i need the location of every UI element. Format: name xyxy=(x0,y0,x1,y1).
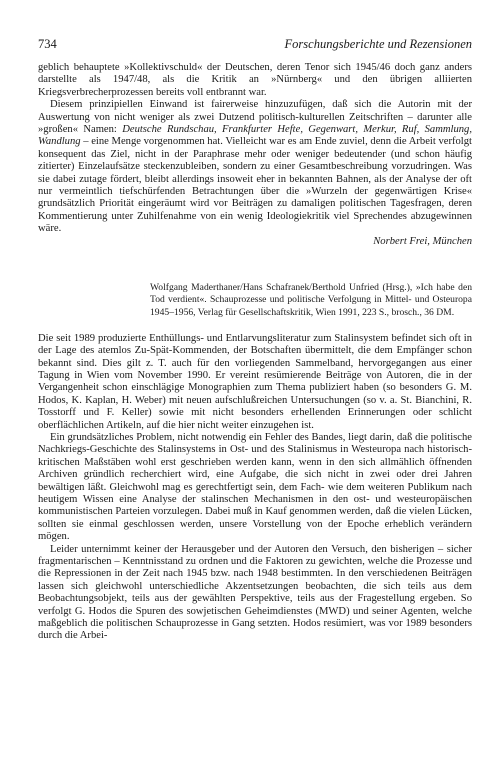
running-head xyxy=(38,36,472,52)
review-1-paragraph-2-part-b: – eine Menge vorgenommen hat. Vielleicht war es am Ende zuviel, denn die Arbeit verfolgt konsequent das Ziel, nicht in der Paraphrase mehr oder weniger bedeutender (und schon häufig zitierter) Einzelaufsätze steckenzubleiben, sondern zu einer Gesamtbeschreibung vorzudringen. Was sie dabei zutage fördert, bleibt allerdings insoweit eher in bekannten Bahnen, als der Analyse der oft nur vermeintlich tiefschürfenden Betrachtungen über die »Wurzeln der gegenwärtigen Krise« grundsätzlich Priorität eingeräumt wird vor Beiträgen zu damaligen politischen Tagesfragen, deren Kommentierung unter Zuhilfenahme von ein wenig Ideologiekritik viel Sprechendes abzugewinnen wäre. xyxy=(38,136,472,235)
document-page xyxy=(38,36,472,643)
review-1-paragraph-2 xyxy=(38,99,472,235)
review-1-paragraph-1: geblich behauptete »Kollektivschuld« der Deutschen, deren Tenor sich 1945/46 doch ganz anders darstellte als 1947/48, als die Kritik an »Nürnberg« und den übrigen alliierten Kriegsverbrecherprozessen bereits voll entbrannt war. xyxy=(38,62,472,98)
review-2-paragraph-2: Ein grundsätzliches Problem, nicht notwendig ein Fehler des Bandes, liegt darin, daß die politische Nachkriegs-Geschichte des Stalinsystems in Ost- und des Stalinismus in Westeuropa nach historisch-kritischen Maßstäben wohl erst geschrieben werden kann, wenn in den sich allmählich öffnenden Archiven gründlich recherchiert wird, eine Aufgabe, die sich nicht in zwei oder drei Jahren bewältigen läßt. Gleichwohl mag es gerechtfertigt sein, dem Fach- wie dem weiteren Publikum nach heutigem Wissen eine Analyse der stalinschen Mechanismen in den ost- und westeuropäischen kommunistischen Parteien vorzulegen. Dabei muß in Kauf genommen werden, daß die vielen Lücken, sollten sie einmal geschlossen werden, unsere Vorstellung von der Epoche erheblich verändern mögen. xyxy=(38,431,472,543)
review-2-paragraph-1: Die seit 1989 produzierte Enthüllungs- und Entlarvungsliteratur zum Stalinsystem befindet sich oft in der Lage des atemlos Zu-Spät-Kommenden, der Botschaften übermittelt, die dem Empfänger schon bekannt sind. Dies gilt z. T. auch für den vorliegenden Sammelband, hervorgegangen aus einer Tagung in Wien vom November 1990. Er vereint resümierende Beiträge von Autoren, die in der Vergangenheit schon einschlägige Monographien zum Thema publiziert haben (so besonders G. M. Hodos, K. Kaplan, H. Weber) mit neuen aufschlußreichen Untersuchungen (so v. a. St. Bianchini, R. Tosstorff und F. Keller) sowie mit nicht besonders erhellenden Erinnerungen oder schlicht oberflächlichen Artikeln, auf die hier nicht weiter einzugehen ist. xyxy=(38,332,472,431)
journal-titles: Deutsche Rundschau, Frankfurter Hefte, Gegenwart, Merkur, Ruf, Sammlung, Wandlung xyxy=(38,124,473,148)
review-1-paragraph-2-part-a: Diesem prinzipiellen Einwand ist fairerweise hinzuzufügen, daß sich die Autorin mit der Auswertung von nicht weniger als zwei Dutzend politisch-kulturellen Zeitschriften – darunter alle »großen« Namen: xyxy=(38,99,472,136)
review-2 xyxy=(38,333,472,643)
book-citation: Wolfgang Maderthaner/Hans Schafranek/Berthold Unfried (Hrsg.), »Ich habe den Tod verdient«. Schauprozesse und politische Verfolgung in Mittel- und Osteuropa 1945–1956, Verlag für Gesellschaftskritik, Wien 1991, 223 S., brosch., 36 DM. xyxy=(150,282,472,318)
page-number: 734 xyxy=(38,37,57,51)
section-title: Forschungsberichte und Rezensionen xyxy=(284,37,472,51)
reviewer-signature: Norbert Frei, München xyxy=(373,235,472,247)
review-2-paragraph-3: Leider unternimmt keiner der Herausgeber und der Autoren den Versuch, den bisherigen – sicher fragmentarischen – Kenntnisstand zu ordnen und die Faktoren zu gewichten, welche die Prozesse und die Repressionen in der Zeit nach 1945 bzw. nach 1948 bestimmten. In den verschiedenen Beiträgen lassen sich gleichwohl unterschiedliche Akzentsetzungen beobachten, die sich teils aus dem Beobachtungsobjekt, teils aus der gewählten Perspektive, teils aus der Fragestellung ergeben. So verfolgt G. Hodos die Spuren des sowjetischen Geheimdienstes (MWD) und seiner Agenten, welche maßgeblich die politischen Schauprozesse in Gang setzten. Hodos resümiert, was vor 1989 besonders durch die Arbei- xyxy=(38,543,472,642)
review-1 xyxy=(38,62,472,248)
